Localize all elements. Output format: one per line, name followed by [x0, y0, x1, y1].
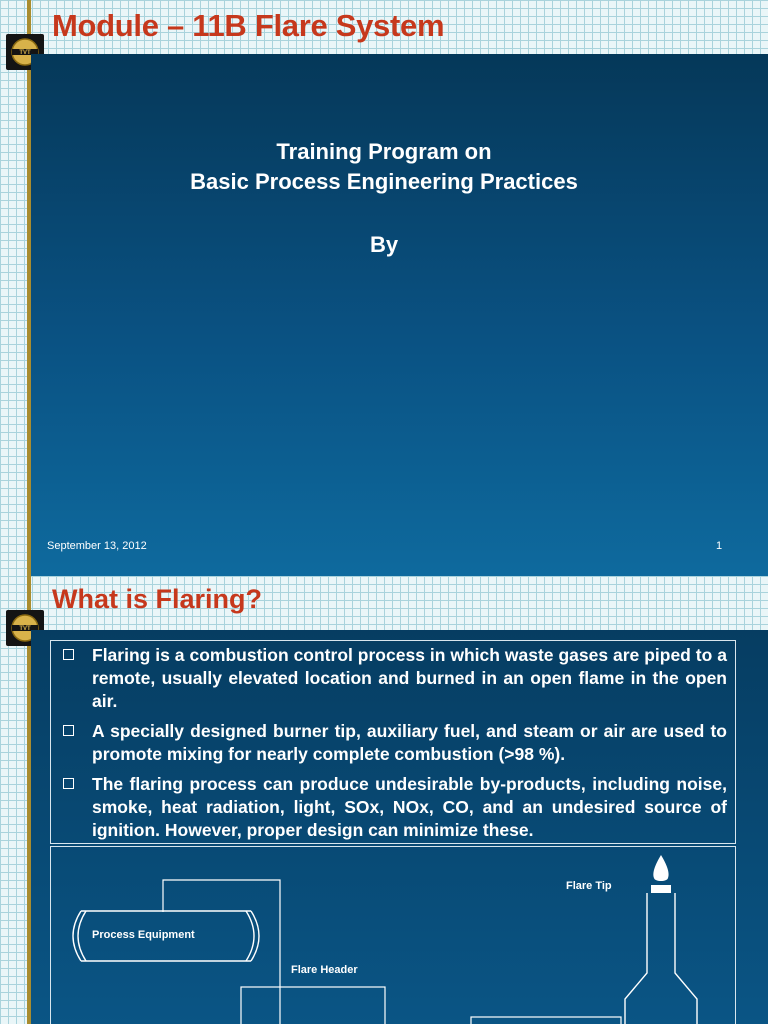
- flare-diagram-svg: [51, 847, 737, 1024]
- bullet-text: A specially designed burner tip, auxiliary fuel, and steam or air are used to promote mixing for nearly complete combustion (>98 %).: [92, 721, 727, 764]
- knockout-drum: [241, 987, 385, 1024]
- module-title: Module – 11B Flare System: [52, 8, 445, 43]
- footer-date: September 13, 2012: [47, 540, 147, 552]
- logo-text: TVT: [19, 50, 31, 56]
- checkbox-bullet-icon: [63, 725, 74, 736]
- flare-stack: [625, 885, 697, 1024]
- logo-text: TVT: [19, 626, 31, 632]
- bullet-item: [61, 720, 727, 766]
- checkbox-bullet-icon: [63, 649, 74, 660]
- title-slide-panel: [31, 54, 768, 576]
- seal-drum: [471, 1017, 621, 1024]
- title-line-1: Training Program on: [276, 139, 492, 164]
- slide-2: [0, 576, 768, 1024]
- bullet-item: [61, 644, 727, 713]
- process-pipe-line: [163, 880, 280, 1024]
- flare-tip-label: Flare Tip: [566, 880, 612, 892]
- checkbox-bullet-icon: [63, 778, 74, 789]
- bullet-text: The flaring process can produce undesirable by-products, including noise, smoke, heat radiation, light, SOx, NOx, CO, and an undesired source of ignition. However, proper design can minimize these.: [92, 774, 727, 840]
- flare-header-label: Flare Header: [291, 964, 358, 976]
- page-number: 1: [716, 540, 723, 552]
- title-line-2: Basic Process Engineering Practices: [190, 169, 578, 194]
- slide-title: What is Flaring?: [52, 584, 263, 614]
- flare-system-diagram: [50, 846, 736, 1024]
- process-equipment-label: Process Equipment: [92, 929, 195, 941]
- bullet-list: [50, 640, 736, 844]
- bullet-item: [61, 773, 727, 842]
- bullet-text: Flaring is a combustion control process in which waste gases are piped to a remote, usually elevated location and burned in an open flame in the open air.: [92, 645, 727, 711]
- flare-flame-icon: [653, 855, 668, 881]
- by-label: By: [369, 232, 399, 257]
